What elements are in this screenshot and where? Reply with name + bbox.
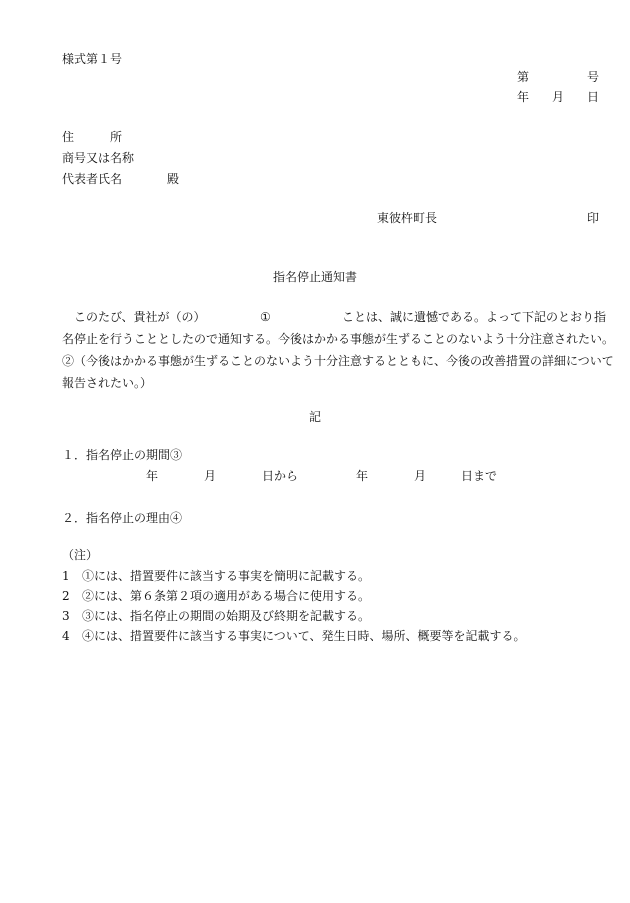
- marker-1: ①: [260, 310, 271, 324]
- note-text: ③には、指名停止の期間の始期及び終期を記載する。: [82, 609, 371, 623]
- body-line-1a: このたび、貴社が（の）: [74, 310, 206, 324]
- notes-heading: （注）: [62, 548, 99, 562]
- representative-label: 代表者氏名: [62, 172, 123, 186]
- note-number: 3: [62, 609, 70, 623]
- ki-heading: 記: [308, 410, 321, 424]
- note-text: ④には、措置要件に該当する事実について、発生日時、場所、概要等を記載する。: [82, 629, 526, 643]
- note-number: 1: [62, 569, 70, 583]
- item-1-label: １．指名停止の期間③: [62, 448, 183, 462]
- doc-date-day: 日: [587, 90, 600, 104]
- period-end-year: 年: [356, 469, 369, 483]
- address-label: 住 所: [62, 130, 123, 144]
- company-label: 商号又は名称: [62, 151, 135, 165]
- body-line-1b: ことは、誠に遺憾である。よって下記のとおり指: [342, 310, 607, 324]
- form-number: 様式第１号: [62, 52, 123, 66]
- body-paragraph: [62, 306, 615, 394]
- period-start-year: 年: [146, 469, 159, 483]
- seal-mark: 印: [587, 211, 600, 225]
- note-text: ②には、第６条第２項の適用がある場合に使用する。: [82, 589, 371, 603]
- doc-number-dai: 第: [517, 70, 530, 84]
- document-title: 指名停止通知書: [272, 270, 357, 284]
- note-number: 4: [62, 629, 70, 643]
- note-text: ①には、措置要件に該当する事実を簡明に記載する。: [82, 569, 371, 583]
- body-line-1: [62, 306, 607, 328]
- body-line-2: 名停止を行うこととしたので通知する。今後はかかる事態が生ずることのないよう十分注意されたい。: [62, 332, 615, 346]
- body-line-3: ②（今後はかかる事態が生ずることのないよう十分注意するとともに、今後の改善措置の詳細について: [62, 354, 614, 368]
- note-item: [62, 589, 370, 603]
- sender-title: 東彼杵町長: [377, 211, 438, 225]
- doc-number-go: 号: [587, 70, 600, 84]
- doc-date-year: 年: [517, 90, 530, 104]
- item-2-label: ２．指名停止の理由④: [62, 511, 183, 525]
- note-number: 2: [62, 589, 70, 603]
- doc-date-month: 月: [552, 90, 565, 104]
- period-end-day: 日まで: [461, 469, 498, 483]
- period-start-day: 日から: [262, 469, 299, 483]
- note-item: [62, 629, 526, 643]
- honorific: 殿: [167, 172, 180, 186]
- note-item: [62, 569, 370, 583]
- body-line-4: 報告されたい。）: [62, 376, 153, 390]
- period-start-month: 月: [204, 469, 217, 483]
- period-end-month: 月: [414, 469, 427, 483]
- note-item: [62, 609, 370, 623]
